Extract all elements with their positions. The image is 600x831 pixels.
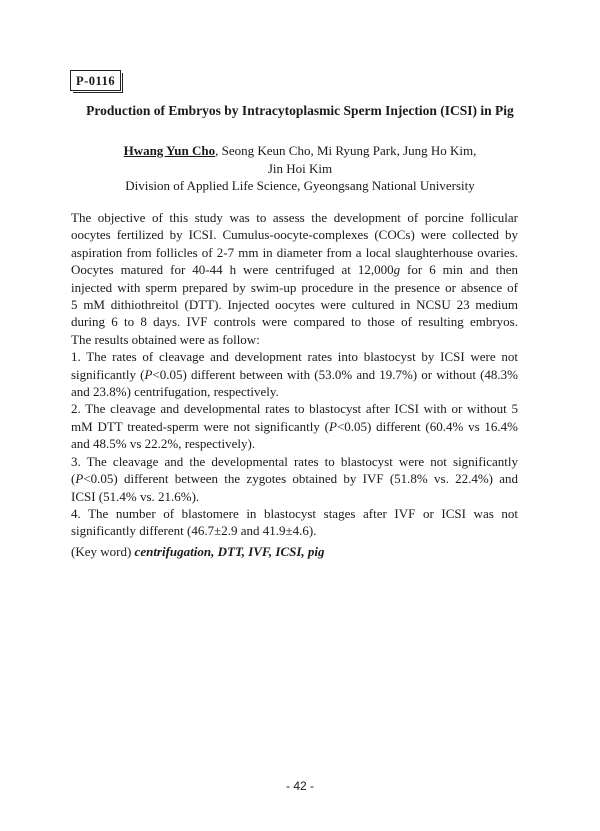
paper-title: Production of Embryos by Intracytoplasmic Sperm Injection (ICSI) in Pig <box>86 103 514 118</box>
coauthors-line-2: Jin Hoi Kim <box>267 161 333 176</box>
body-line: 3. The cleavage and the developmental rates to blastocyst were not significantly <box>71 453 518 469</box>
abstract-body <box>71 209 518 540</box>
body-line: oocytes fertilized by ICSI. Cumulus-oocyte-complexes (COCs) were collected by <box>71 227 518 243</box>
body-line: ICSI (51.4% vs. 21.6%). <box>71 488 200 504</box>
body-line: 4. The number of blastomere in blastocyst stages after IVF or ICSI was not <box>71 505 518 521</box>
body-line: and 23.8%) centrifugation, respectively. <box>71 384 279 400</box>
keyword-terms: centrifugation, DTT, IVF, ICSI, pig <box>134 544 325 559</box>
body-line: The results obtained were as follow: <box>71 331 260 347</box>
body-line: significantly (P<0.05) different between with (53.0% and 19.7%) or without (48.3% <box>71 366 518 382</box>
body-line: injected with sperm prepared by swim-up procedure in the presence or absence of <box>71 279 518 295</box>
body-line: aspiration from follicles of 2-7 mm in diameter from a local slaughterhouse ovaries. <box>71 244 518 260</box>
presenting-author: Hwang Yun Cho <box>123 143 216 158</box>
affiliation: Division of Applied Life Science, Gyeongsang National University <box>125 178 475 193</box>
body-line: 1. The rates of cleavage and development rates into blastocyst by ICSI were not <box>71 349 518 365</box>
body-line: significantly different (46.7±2.9 and 41.9±4.6). <box>71 523 317 539</box>
body-line: (P<0.05) different between the zygotes obtained by IVF (51.8% vs. 22.4%) and <box>71 471 518 487</box>
body-line: during 6 to 8 days. IVF controls were compared to those of resulting embryos. <box>71 314 518 330</box>
body-line: Oocytes matured for 40-44 h were centrifuged at 12,000g for 6 min and then <box>71 262 518 278</box>
coauthors-line-1: , Seong Keun Cho, Mi Ryung Park, Jung Ho Kim, <box>215 143 477 158</box>
body-line: mM DTT treated-sperm were not significantly (P<0.05) different (60.4% vs 16.4% <box>71 418 518 434</box>
body-line: The objective of this study was to assess the development of porcine follicular <box>71 210 518 225</box>
page-number: - 42 - <box>285 779 314 793</box>
body-line: 5 mM dithiothreitol (DTT). Injected oocytes were cultured in NCSU 23 medium <box>71 297 518 313</box>
keyword-label: (Key word) <box>71 544 135 559</box>
abstract-text <box>71 209 518 540</box>
body-line: 2. The cleavage and developmental rates to blastocyst after ICSI with or without 5 <box>71 401 518 417</box>
author-list <box>0 142 600 178</box>
keyword-line <box>71 544 325 560</box>
body-line: and 48.5% vs 22.2%, respectively). <box>71 436 256 452</box>
abstract-code-badge: P-0116 <box>70 70 121 91</box>
